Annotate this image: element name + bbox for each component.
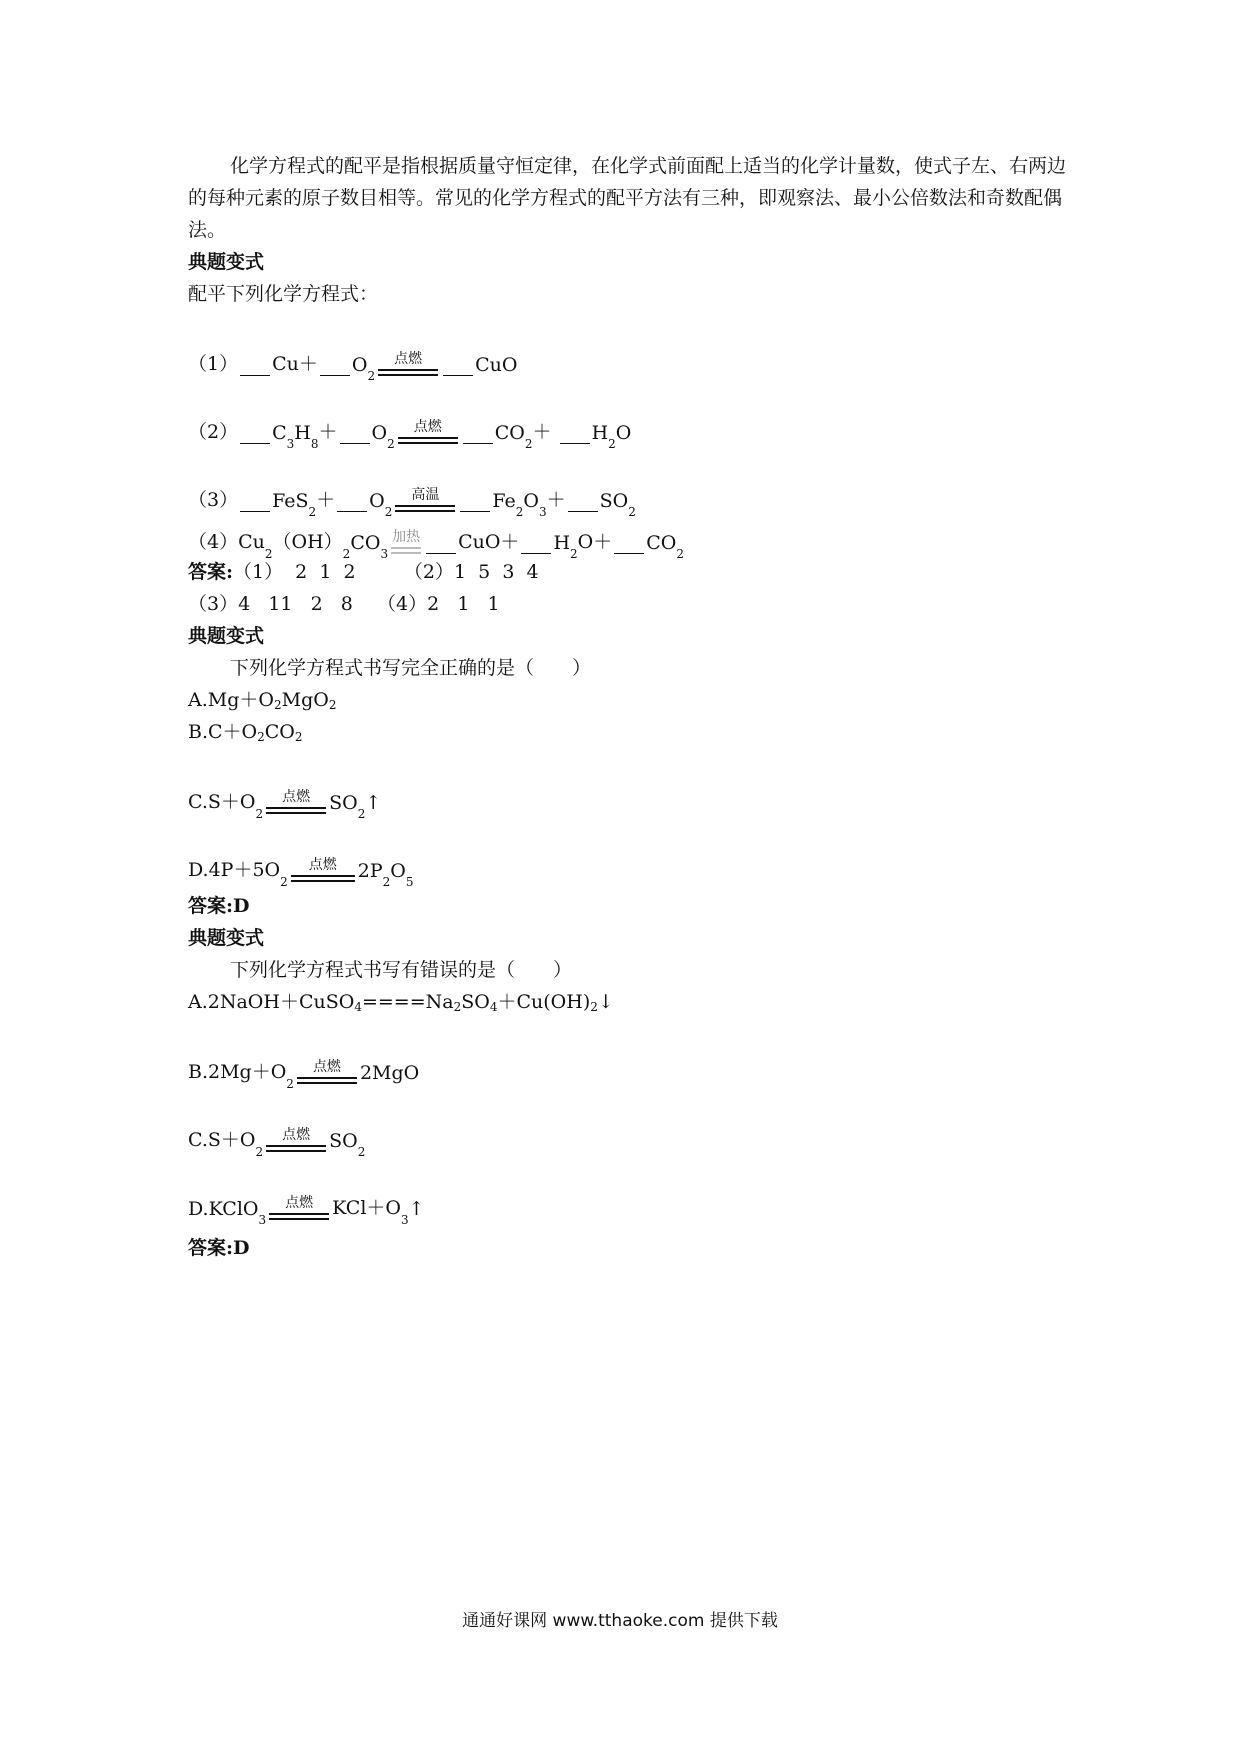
q3-answer: 答案:D	[188, 1237, 250, 1259]
q3-option-c: C.S＋O 2 点燃 SO 2	[188, 1127, 366, 1159]
reaction-sign	[395, 487, 455, 512]
reaction-sign	[391, 529, 421, 554]
double-line	[291, 875, 355, 882]
q3-prompt: 下列化学方程式书写有错误的是（ ）	[230, 959, 573, 981]
q2-option-b: $B.C+O_2CO_2$	[188, 721, 303, 744]
q3-option-d: D.KClO 3 点燃 KCl＋O 3 ↑	[188, 1195, 425, 1227]
double-line	[391, 547, 421, 554]
intro-paragraph: 化学方程式的配平是指根据质量守恒定律，在化学式前面配上适当的化学计量数，使式子左、右两边的每种元素的原子数目相等。常见的化学方程式的配平方法有三种，即观察法、最小公倍数法和奇数配偶法。	[188, 155, 1067, 241]
document-body	[188, 150, 1068, 1264]
reaction-sign	[297, 1059, 357, 1084]
reaction-condition: 点燃	[308, 857, 337, 873]
section-heading-3: 典题变式	[188, 927, 265, 949]
q2-option-d: D.4P＋5O 2 点燃 2P 2 O 5	[188, 857, 414, 889]
q2-option-c: C.S＋O 2 点燃 SO 2 ↑	[188, 789, 382, 821]
reaction-condition: 点燃	[285, 1195, 314, 1211]
coefficient-blank	[560, 425, 590, 444]
reaction-sign	[398, 419, 458, 444]
equation-2: （2） C 3 H 8 ＋ O 2 点燃 CO 2 ＋ H 2 O	[188, 419, 632, 451]
coefficient-blank	[240, 357, 270, 376]
q2-prompt: 下列化学方程式书写完全正确的是（ ）	[230, 657, 592, 679]
double-line	[378, 369, 438, 376]
reaction-sign	[266, 1127, 326, 1152]
coefficient-blank	[460, 493, 490, 512]
q1-prompt: 配平下列化学方程式：	[188, 283, 379, 305]
eq1-label: （1）	[188, 353, 239, 375]
equation-1: （1） Cu＋ O 2 点燃 CuO	[188, 351, 518, 383]
coefficient-blank	[426, 535, 456, 554]
double-line	[269, 1213, 329, 1220]
reaction-condition: 点燃	[282, 789, 311, 805]
equation-3: （3） FeS 2 ＋ O 2 高温 Fe 2 O 3 ＋ SO 2	[188, 487, 636, 519]
section-heading-2: 典题变式	[188, 625, 265, 647]
coefficient-blank	[443, 357, 473, 376]
coefficient-blank	[240, 493, 270, 512]
reaction-condition: 点燃	[282, 1127, 311, 1143]
coefficient-blank	[463, 425, 493, 444]
q1-answer-line-1: 答案:（1） 2 1 2 （2）1 5 3 4	[188, 561, 539, 583]
q3-option-a: $A.2NaOH+CuSO_4====Na_2SO_4+Cu(OH)_2↓$	[188, 991, 614, 1014]
q2-answer: 答案:D	[188, 895, 250, 917]
reaction-sign	[266, 789, 326, 814]
double-line	[266, 1145, 326, 1152]
reaction-condition: 点燃	[312, 1059, 341, 1075]
section-heading-1: 典题变式	[188, 251, 265, 273]
reaction-condition: 高温	[411, 487, 440, 503]
reaction-sign	[291, 857, 355, 882]
reaction-condition: 点燃	[394, 351, 423, 367]
coefficient-blank	[568, 493, 598, 512]
equation-4: （4）Cu 2 （OH） 2 CO 3 加热 CuO＋ H 2 O＋ CO 2	[188, 529, 684, 561]
reaction-condition: 点燃	[413, 419, 442, 435]
coefficient-blank	[240, 425, 270, 444]
coefficient-blank	[337, 493, 367, 512]
coefficient-blank	[521, 535, 551, 554]
reaction-sign	[269, 1195, 329, 1220]
reaction-sign	[378, 351, 438, 376]
double-line	[266, 807, 326, 814]
coefficient-blank	[614, 535, 644, 554]
double-line	[398, 437, 458, 444]
q3-option-b: B.2Mg＋O 2 点燃 2MgO	[188, 1059, 420, 1091]
coefficient-blank	[320, 357, 350, 376]
double-line	[297, 1077, 357, 1084]
page-footer: 通通好课网 www.tthaoke.com 提供下载	[462, 1611, 778, 1631]
q2-option-a: $A.Mg+O_2MgO_2$	[188, 689, 337, 712]
reaction-condition: 加热	[392, 529, 421, 545]
q1-answer-line-2: （3）4 11 2 8 （4）2 1 1	[188, 593, 500, 615]
coefficient-blank	[340, 425, 370, 444]
double-line	[395, 505, 455, 512]
